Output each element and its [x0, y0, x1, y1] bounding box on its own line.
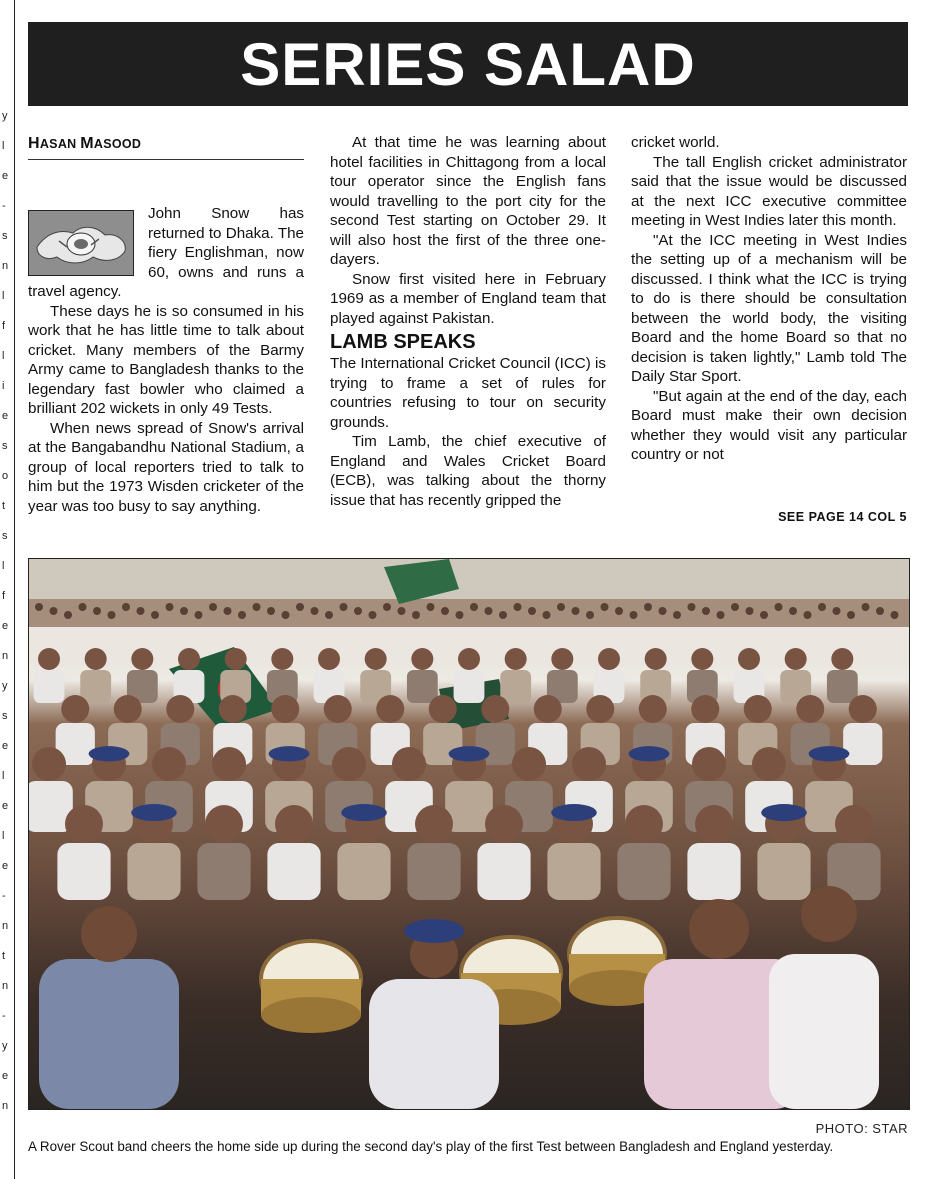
spectator-head — [152, 747, 186, 781]
spectator-head — [369, 611, 377, 619]
body-paragraph: "At the ICC meeting in West Indies the setting up of a mechanism will be discussed. I think what the ICC is trying to do is there should be consultation between the world body, the visiting Board and the home Board so that no decision is taken lightly," Lamb told The Daily Star Sport. — [631, 231, 907, 385]
spectator-head — [744, 695, 772, 723]
spectator-body — [843, 723, 882, 765]
fragment-letter: l — [2, 140, 5, 152]
left-column-rule — [14, 0, 15, 1179]
fragment-letter: i — [2, 380, 5, 392]
spectator-head — [630, 611, 638, 619]
fragment-letter: y — [2, 110, 8, 122]
spectator-head — [688, 603, 696, 611]
spectator-head — [365, 648, 387, 670]
spectator-head — [238, 611, 246, 619]
spectator-head — [644, 603, 652, 611]
spectator-head — [639, 695, 667, 723]
spectator-head — [601, 603, 609, 611]
spectator-head — [398, 607, 406, 615]
spectator-head — [332, 747, 366, 781]
spectator-head — [212, 747, 246, 781]
spectator-head — [572, 747, 606, 781]
spectator-head — [64, 611, 72, 619]
spectator-head — [775, 603, 783, 611]
spectator-head — [35, 603, 43, 611]
spectator-head — [717, 611, 725, 619]
spectator-head — [282, 611, 290, 619]
scout-cap — [629, 746, 670, 761]
spectator-head — [738, 648, 760, 670]
spectator-head — [340, 603, 348, 611]
spectator-head — [376, 695, 404, 723]
spectator-body — [57, 843, 110, 900]
scout-cap — [809, 746, 850, 761]
body-paragraph: Snow first visited here in February 1969 as a member of England team that played against Pakistan. — [330, 270, 606, 327]
photo-credit: PHOTO: STAR — [815, 1121, 908, 1136]
scout-cap — [131, 804, 177, 821]
spectator-head — [849, 695, 877, 723]
spectator-head — [804, 611, 812, 619]
fragment-letter: e — [2, 740, 9, 752]
spectator-head — [271, 695, 299, 723]
spectator-head — [691, 648, 713, 670]
spectator-head — [427, 603, 435, 611]
spectator-head — [785, 648, 807, 670]
spectator-body — [477, 843, 530, 900]
spectator-head — [481, 695, 509, 723]
spectator-head — [383, 603, 391, 611]
spectator-head — [746, 607, 754, 615]
spectator-head — [557, 603, 565, 611]
spectator-head — [731, 603, 739, 611]
adjacent-column-fragments — [0, 110, 13, 1170]
fragment-letter: - — [2, 200, 6, 212]
spectator-head — [512, 747, 546, 781]
spectator-head — [691, 695, 719, 723]
spectator-body — [34, 670, 65, 703]
fragment-letter: e — [2, 860, 9, 872]
section-banner — [28, 22, 908, 106]
spectator-head — [833, 607, 841, 615]
spectator-head — [296, 603, 304, 611]
spectator-head — [275, 805, 313, 843]
spectator-head — [625, 805, 663, 843]
spectator-head — [122, 603, 130, 611]
spectator-head — [325, 611, 333, 619]
spectator-head — [50, 607, 58, 615]
fragment-letter: l — [2, 560, 5, 572]
spectator-head — [429, 695, 457, 723]
spectator-head — [598, 648, 620, 670]
intro-paragraph: John Snow has returned to Dhaka. The fiery Englishman, now 60, owns and runs a travel agency. — [28, 205, 304, 300]
spectator-head — [209, 603, 217, 611]
article-column-3 — [631, 133, 907, 465]
news-photo — [28, 558, 910, 1110]
scout-cap — [269, 746, 310, 761]
body-paragraph: At that time he was learning about hotel facilities in Chittagong from a local tour operator since the English fans would travelling to the port city for the second Test starting on October 29. It will also host the first of the three one-dayers. — [330, 134, 606, 268]
fragment-letter: n — [2, 650, 9, 662]
spectator-head — [311, 607, 319, 615]
spectator-head — [551, 648, 573, 670]
spectator-head — [692, 747, 726, 781]
body-paragraph: The tall English cricket administrator said that the issue would be discussed at the next ICC executive committee meeting in West Indies later this month. — [631, 153, 907, 229]
spectator-head — [65, 805, 103, 843]
spectator-head — [458, 648, 480, 670]
spectator-head — [499, 611, 507, 619]
spectator-head — [180, 607, 188, 615]
fragment-letter: f — [2, 590, 6, 602]
fragment-letter: n — [2, 980, 9, 992]
spectator-body — [127, 843, 180, 900]
body-paragraph: When news spread of Snow's arrival at the Bangabandhu National Stadium, a group of local reporters tried to talk to him but the 1973 Wisden cricketer of the year was too busy to say anything. — [28, 419, 304, 515]
spectator-head — [659, 607, 667, 615]
body-paragraph: The International Cricket Council (ICC) is trying to frame a set of rules for countries refusing to tour on security grounds. — [330, 355, 607, 431]
fragment-letter: l — [2, 770, 5, 782]
spectator-head — [253, 603, 261, 611]
spectator-head — [151, 611, 159, 619]
byline — [28, 133, 304, 160]
scout-cap — [89, 746, 130, 761]
spectator-head — [93, 607, 101, 615]
fragment-letter: l — [2, 290, 5, 302]
spectator-head — [392, 747, 426, 781]
spectator-head — [534, 695, 562, 723]
spectator-head — [862, 603, 870, 611]
spectator-head — [166, 695, 194, 723]
fragment-letter: - — [2, 1010, 6, 1022]
fragment-letter: s — [2, 530, 8, 542]
spectator-head — [695, 805, 733, 843]
scout-cap — [761, 804, 807, 821]
spectator-body — [337, 843, 390, 900]
spectator-head — [79, 603, 87, 611]
spectator-body — [454, 670, 485, 703]
spectator-body — [827, 670, 858, 703]
fragment-letter: t — [2, 950, 6, 962]
spectator-head — [195, 611, 203, 619]
fragment-letter: s — [2, 710, 8, 722]
spectator-head — [470, 603, 478, 611]
spectator-head — [818, 603, 826, 611]
spectator-head — [412, 611, 420, 619]
spectator-head — [131, 648, 153, 670]
spectator-head — [514, 603, 522, 611]
spectator-head — [205, 805, 243, 843]
spectator-head — [891, 611, 899, 619]
byline-initial-first: H — [28, 135, 40, 152]
spectator-head — [615, 607, 623, 615]
spectator-head — [586, 695, 614, 723]
spectator-head — [32, 747, 66, 781]
spectator-body — [197, 843, 250, 900]
subheading: LAMB SPEAKS — [330, 331, 476, 353]
scout-cap — [449, 746, 490, 761]
fragment-letter: - — [2, 890, 6, 902]
fragment-letter: e — [2, 1070, 9, 1082]
spectator-head — [543, 611, 551, 619]
photo-caption: A Rover Scout band cheers the home side up during the second day's play of the first Test between Bangladesh and England yesterday. — [28, 1139, 834, 1154]
spectator-head — [835, 805, 873, 843]
fragment-letter: s — [2, 230, 8, 242]
spectator-head — [789, 607, 797, 615]
article-column-2 — [330, 133, 606, 510]
spectator-head — [85, 648, 107, 670]
spectator-head — [114, 695, 142, 723]
spectator-head — [572, 607, 580, 615]
fragment-letter: y — [2, 680, 8, 692]
fragment-letter: l — [2, 830, 5, 842]
jump-line: SEE PAGE 14 COL 5 — [778, 510, 907, 524]
spectator-head — [225, 648, 247, 670]
byline-last-rest: ASOOD — [93, 137, 142, 151]
spectator-head — [324, 695, 352, 723]
spectator-head — [456, 611, 464, 619]
body-paragraph: Tim Lamb, the chief executive of England and Wales Cricket Board (ECB), was talking about the thorny issue that has recently gripped the — [330, 433, 606, 509]
scout-cap — [341, 804, 387, 821]
byline-initial-last: M — [80, 135, 94, 152]
spectator-head — [415, 805, 453, 843]
spectator-head — [505, 648, 527, 670]
spectator-body — [80, 670, 111, 703]
spectator-body — [407, 670, 438, 703]
continued-text: cricket world. — [631, 134, 720, 151]
fragment-letter: n — [2, 260, 9, 272]
intro-block — [28, 204, 304, 302]
spectator-head — [586, 611, 594, 619]
spectator-head — [178, 648, 200, 670]
byline-first-rest: ASAN — [39, 137, 81, 151]
spectator-head — [485, 805, 523, 843]
fragment-letter: s — [2, 440, 8, 452]
spectator-head — [760, 611, 768, 619]
spectator-head — [271, 648, 293, 670]
spectator-body — [757, 843, 810, 900]
spectator-head — [796, 695, 824, 723]
spectator-head — [702, 607, 710, 615]
spectator-body — [267, 843, 320, 900]
fragment-letter: n — [2, 920, 9, 932]
spectator-head — [219, 695, 247, 723]
spectator-head — [267, 607, 275, 615]
banner-title: SERIES SALAD — [240, 30, 696, 98]
spectator-head — [38, 648, 60, 670]
spectator-body — [617, 843, 670, 900]
fragment-letter: t — [2, 500, 6, 512]
scout-cap — [551, 804, 597, 821]
spectator-head — [752, 747, 786, 781]
photo-illustration — [29, 559, 909, 1109]
body-paragraph: These days he is so consumed in his work that he has little time to talk about cricket. Many members of the Barmy Army came to Bangladesh thanks to the legendary fast bowler who claimed a brilliant 202 wickets in only 49 Tests. — [28, 302, 304, 417]
fragment-letter: e — [2, 620, 9, 632]
spectator-head — [645, 648, 667, 670]
spectator-head — [485, 607, 493, 615]
fragment-letter: n — [2, 1100, 9, 1112]
spectator-body — [500, 670, 531, 703]
fragment-letter: e — [2, 800, 9, 812]
spectator-head — [166, 603, 174, 611]
spectator-head — [61, 695, 89, 723]
spectator-head — [411, 648, 433, 670]
fragment-letter: l — [2, 350, 5, 362]
spectator-head — [137, 607, 145, 615]
article-column-1 — [28, 133, 304, 516]
fragment-letter: f — [2, 320, 6, 332]
spectator-head — [673, 611, 681, 619]
spectator-head — [318, 648, 340, 670]
spectator-head — [847, 611, 855, 619]
spectator-head — [528, 607, 536, 615]
spectator-head — [108, 611, 116, 619]
fragment-letter: e — [2, 170, 9, 182]
fragment-letter: e — [2, 410, 9, 422]
spectator-body — [407, 843, 460, 900]
section-logo-image — [28, 210, 134, 276]
spectator-head — [441, 607, 449, 615]
spectator-head — [831, 648, 853, 670]
fragment-letter: o — [2, 470, 9, 482]
spectator-body — [547, 843, 600, 900]
spectator-head — [876, 607, 884, 615]
fragment-letter: y — [2, 1040, 8, 1052]
body-paragraph: "But again at the end of the day, each Board must make their own decision whether they would visit any particular country or not — [631, 387, 907, 463]
spectator-head — [224, 607, 232, 615]
spectator-body — [687, 843, 740, 900]
spectator-head — [354, 607, 362, 615]
